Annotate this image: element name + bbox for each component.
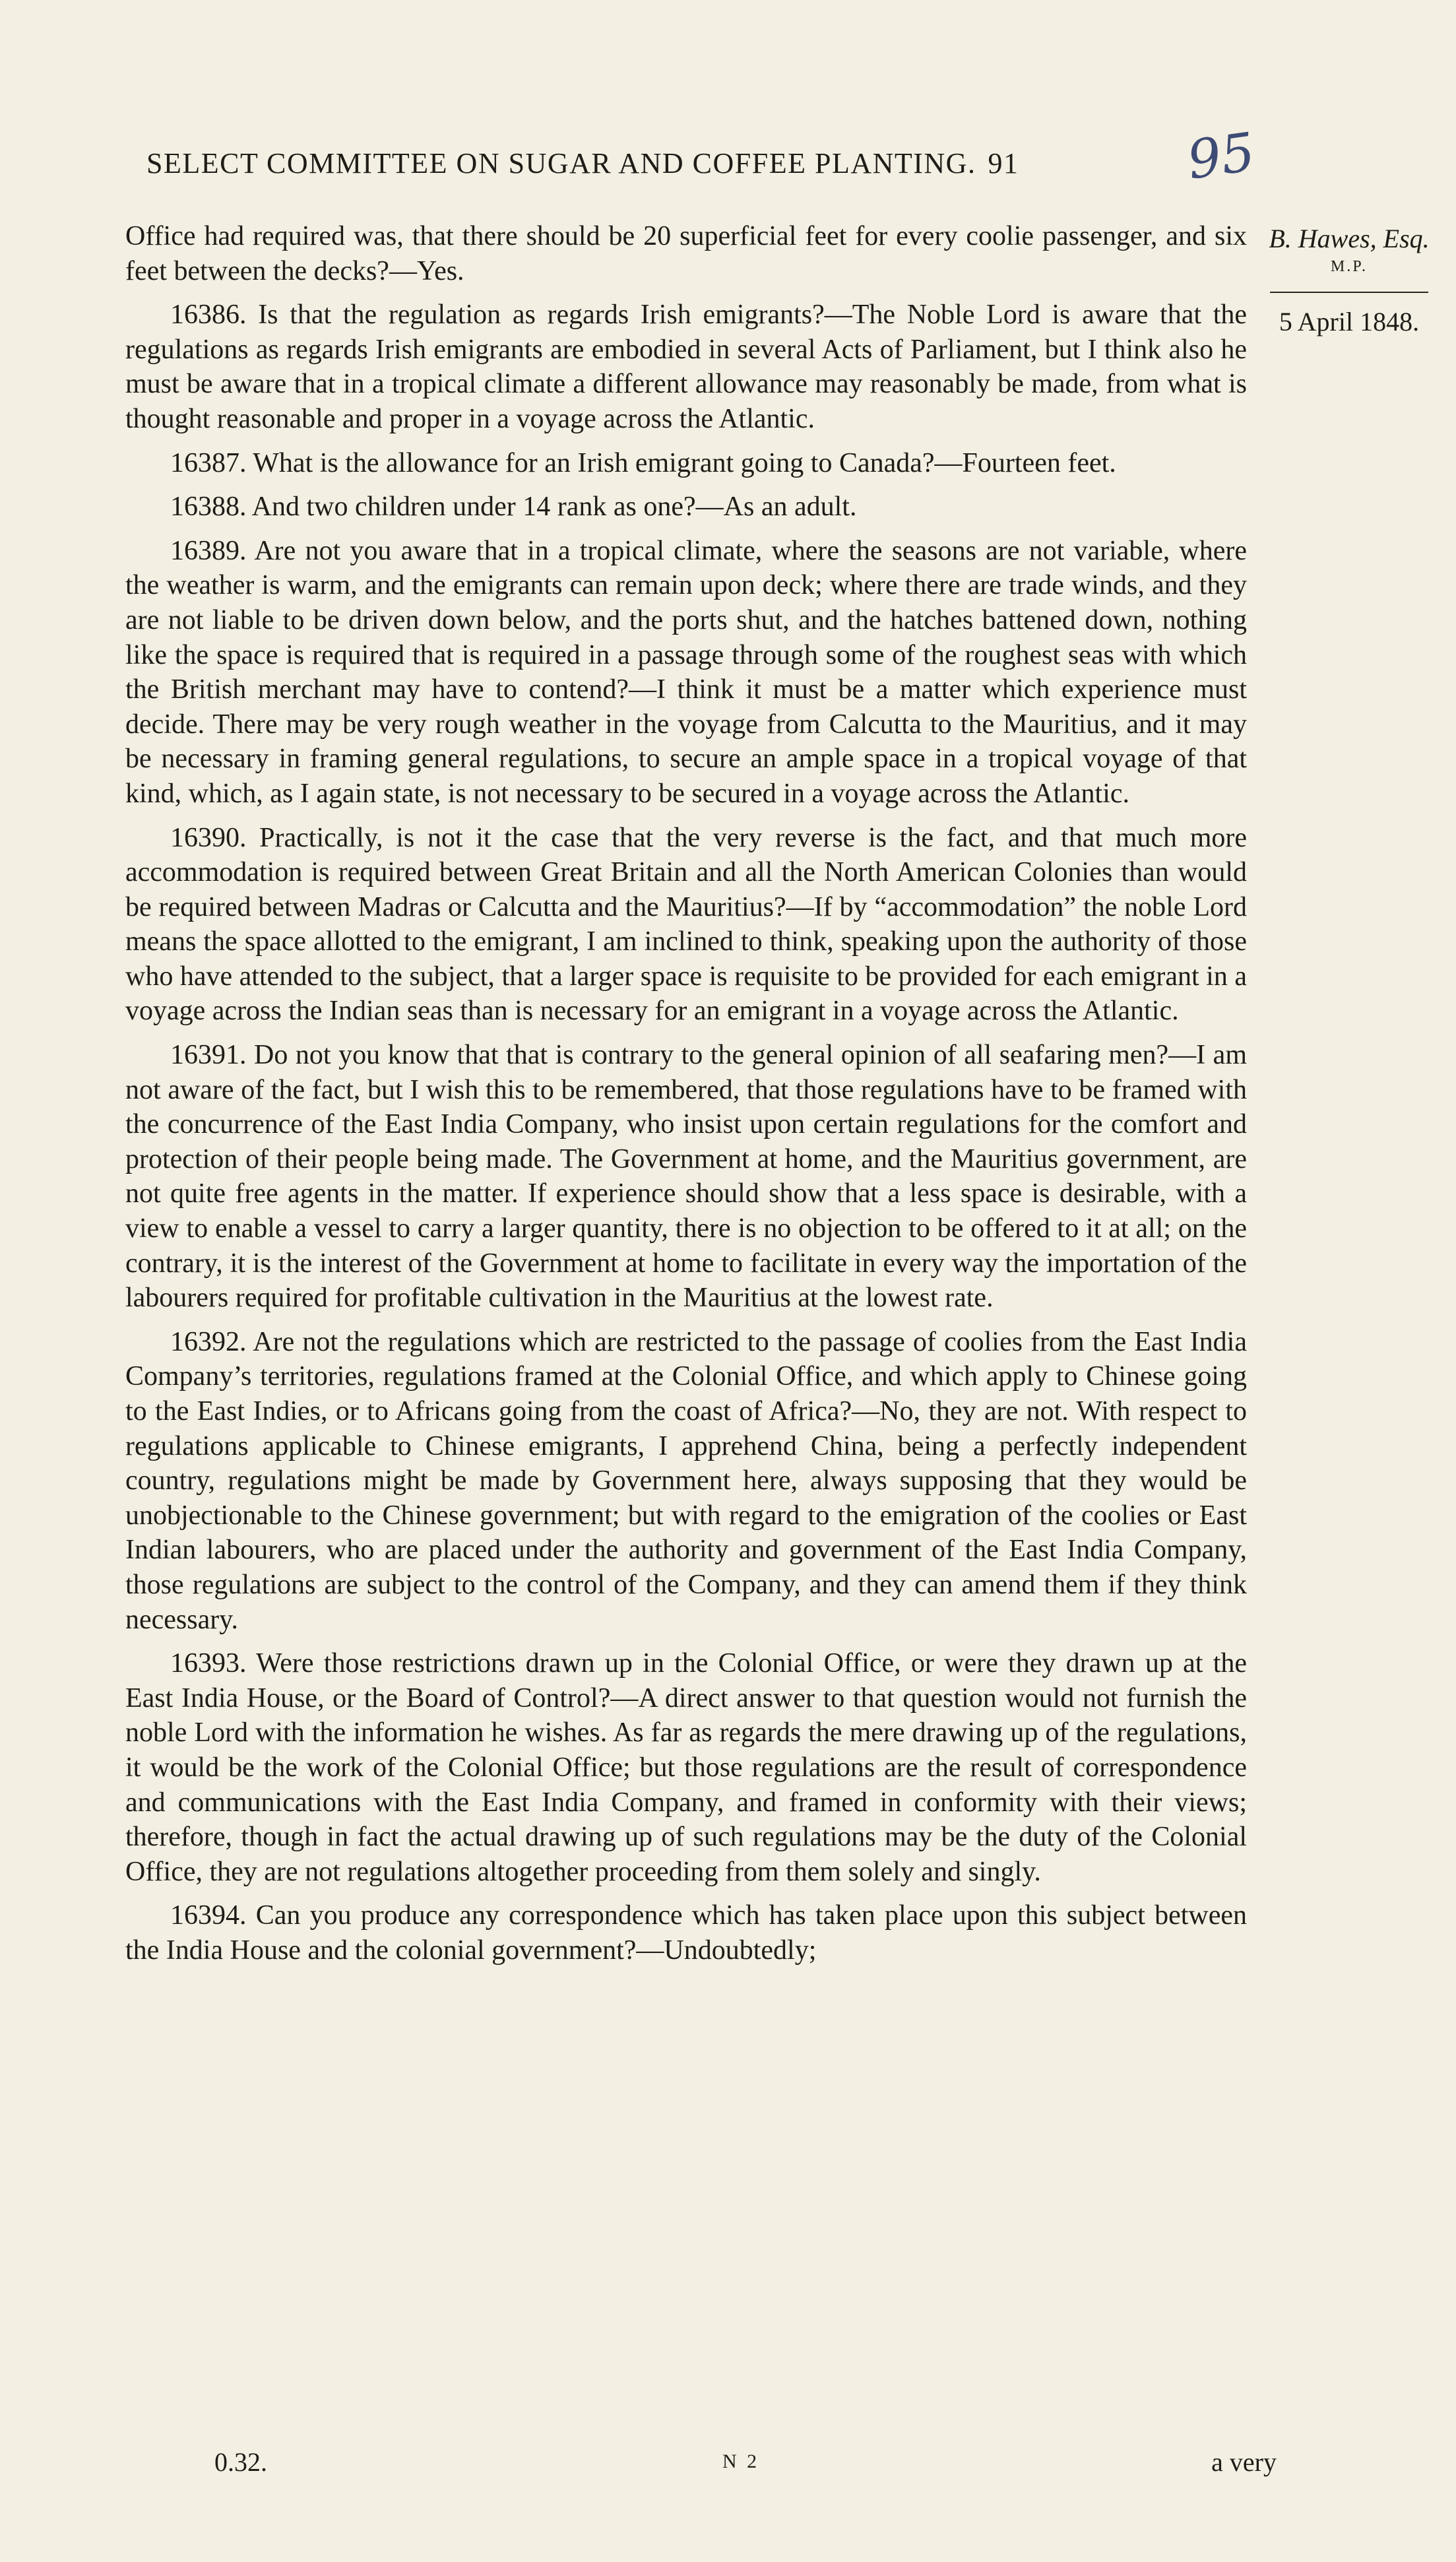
question-16390: 16390. Practically, is not it the case that the very reverse is the fact, and that much more accommodation is required between Great Britain and all the North American Colonies than would be required between Madras or Calcutta and the Mauritius?—If by “accommodation” the noble Lord means the space allotted to the emigrant, I am inclined to think, speaking upon the authority of those who have attended to the subject, that a larger space is requisite to be provided for each emigrant in a voyage across the Indian seas than is necessary for an emigrant in a voyage across the Atlantic. bbox=[125, 822, 1247, 1027]
catchword: a very bbox=[1211, 2447, 1277, 2477]
margin-divider bbox=[1270, 292, 1428, 293]
margin-note bbox=[1257, 223, 1441, 337]
signature-mark: N 2 bbox=[722, 2450, 760, 2472]
page-header bbox=[146, 146, 1268, 180]
page-number: 91 bbox=[988, 147, 1019, 179]
question-16394: 16394. Can you produce any correspondence which has taken place upon this subject between the India House and the colonial government?—Undoubtedly; bbox=[125, 1900, 1247, 1966]
question-16392: 16392. Are not the regulations which are restricted to the passage of coolies from the East India Company’s territories, regulations framed at the Colonial Office, and which apply to Chinese going to the East Indies, or to Africans going from the coast of Africa?—No, they are not. With respect to regulations applicable to Chinese emigrants, I apprehend China, being a perfectly independent country, regulations might be made by Government here, always supposing that they would be unobjectionable to the Chinese government; but with regard to the emigration of the coolies or East Indian labourers, who are placed under the authority and government of the East India Company, those regulations are subject to the control of the Company, and they can amend them if they think necessary. bbox=[125, 1326, 1247, 1635]
page-footer bbox=[214, 2447, 1277, 2486]
question-16393: 16393. Were those restrictions drawn up in the Colonial Office, or were they drawn up at the East India House, or the Board of Control?—A direct answer to that question would not furnish the noble Lord with the information he wishes. As far as regards the mere drawing up of the regulations, it would be the work of the Colonial Office; but those regulations are the result of correspondence and communications with the East India Company, and framed in conformity with their views; therefore, though in fact the actual drawing up of such regulations may be the duty of the Colonial Office, they are not regulations altogether proceeding from them solely and singly. bbox=[125, 1648, 1247, 1887]
testimony-body bbox=[125, 219, 1247, 1977]
question-16388: 16388. And two children under 14 rank as one?—As an adult. bbox=[170, 492, 857, 523]
question-16386: 16386. Is that the regulation as regards Irish emigrants?—The Noble Lord is aware that the regulations as regards Irish emigrants are embodied in several Acts of Parliament, but I think also he must be aware that in a tropical climate a different allowance may reasonably be made, from what is thought reasonable and proper in a voyage across the Atlantic. bbox=[125, 300, 1247, 434]
running-title: SELECT COMMITTEE ON SUGAR AND COFFEE PLANTING. bbox=[146, 147, 976, 179]
question-16391: 16391. Do not you know that that is contrary to the general opinion of all seafaring men?—I am not aware of the fact, but I wish this to be remembered, that those regulations have to be framed with the concurrence of the East India Company, who insist upon certain regulations for the comfort and protection of their people being made. The Government at home, and the Mauritius government, are not quite free agents in the matter. If experience should show that a less space is desirable, with a view to enable a vessel to carry a larger quantity, there is no objection to be offered to it at all; on the contrary, it is the interest of the Government at home to facilitate in every way the importation of the labourers required for profitable cultivation in the Mauritius at the lowest rate. bbox=[125, 1040, 1247, 1314]
evidence-date: 5 April 1848. bbox=[1279, 307, 1420, 336]
handwritten-folio-number: 95 bbox=[1184, 121, 1259, 191]
witness-name: B. Hawes, Esq. bbox=[1269, 224, 1430, 253]
paragraph-continuation: Office had required was, that there should be 20 superficial feet for every coolie passenger, and six feet between the decks?—Yes. bbox=[125, 221, 1247, 286]
question-16387: 16387. What is the allowance for an Irish emigrant going to Canada?—Fourteen feet. bbox=[170, 447, 1116, 478]
paper-code: 0.32. bbox=[214, 2447, 267, 2477]
witness-role: M.P. bbox=[1330, 258, 1368, 275]
question-16389: 16389. Are not you aware that in a tropical climate, where the seasons are not variable, where the weather is warm, and the emigrants can remain upon deck; where there are trade winds, and they are not liable to be driven down below, and the ports shut, and the hatches battened down, nothing like the space is required that is required in a passage through some of the roughest seas with which the British merchant may have to contend?—I think it must be a matter which experience must decide. There may be very rough weather in the voyage from Calcutta to the Mauritius, and it may be necessary in framing general regulations, to secure an ample space in a tropical voyage of that kind, which, as I again state, is not necessary to be secured in a voyage across the Atlantic. bbox=[125, 535, 1247, 809]
